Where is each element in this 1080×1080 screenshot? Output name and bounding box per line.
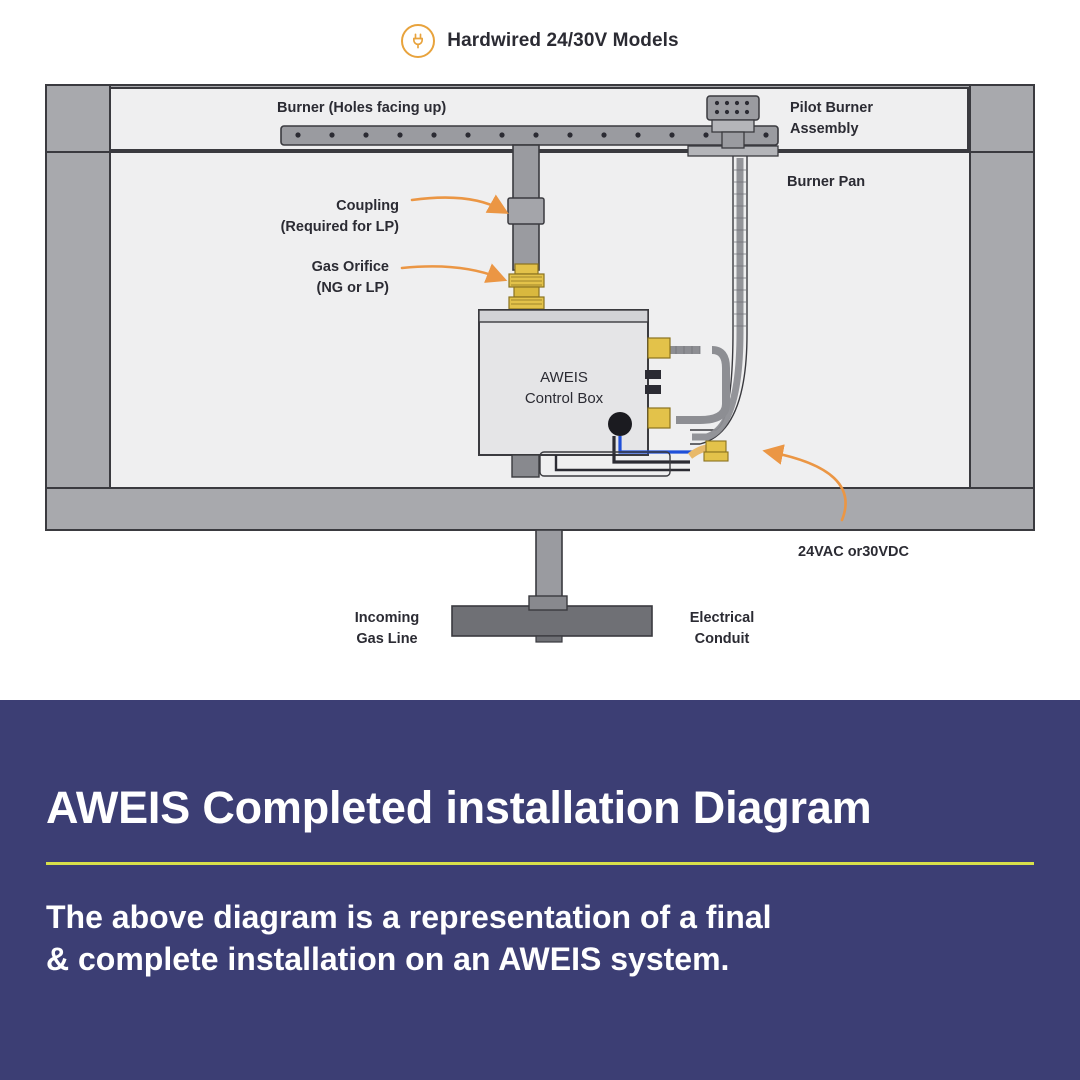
- label-electrical-conduit-line1: Electrical: [689, 610, 755, 626]
- coupling-fitting: [508, 198, 544, 224]
- label-incoming-gas-line1: Incoming: [354, 610, 420, 626]
- caption-divider: [46, 862, 1034, 865]
- supply-lines: [452, 530, 652, 642]
- caption-panel: [0, 700, 1080, 1080]
- label-gas-orifice-line2: (NG or LP): [316, 280, 389, 296]
- hardwired-label: Hardwired 24/30V Models: [447, 30, 679, 51]
- label-pilot-burner-line2: Assembly: [790, 121, 859, 137]
- label-incoming-gas-line2: Gas Line: [356, 631, 418, 647]
- label-coupling-line1: Coupling: [336, 198, 399, 214]
- caption-body-line1: The above diagram is a representation of a final: [46, 899, 772, 935]
- label-electrical-conduit-line2: Conduit: [694, 631, 750, 647]
- burner-tube: [281, 126, 778, 145]
- label-burner-pan: Burner Pan: [787, 174, 866, 190]
- caption-body-line2: & complete installation on an AWEIS system.: [46, 941, 730, 978]
- label-burner: Burner (Holes facing up): [277, 100, 447, 116]
- label-pilot-burner-line1: Pilot Burner: [790, 100, 873, 116]
- label-control-box-line1: AWEIS: [540, 369, 588, 386]
- label-power-callout: 24VAC or30VDC: [798, 544, 909, 560]
- label-coupling-line2: (Required for LP): [280, 219, 399, 235]
- label-control-box-line2: Control Box: [524, 390, 604, 407]
- caption-body: [46, 896, 1006, 980]
- caption-title: AWEIS Completed installation Diagram: [46, 782, 872, 833]
- label-gas-orifice-line1: Gas Orifice: [311, 259, 389, 275]
